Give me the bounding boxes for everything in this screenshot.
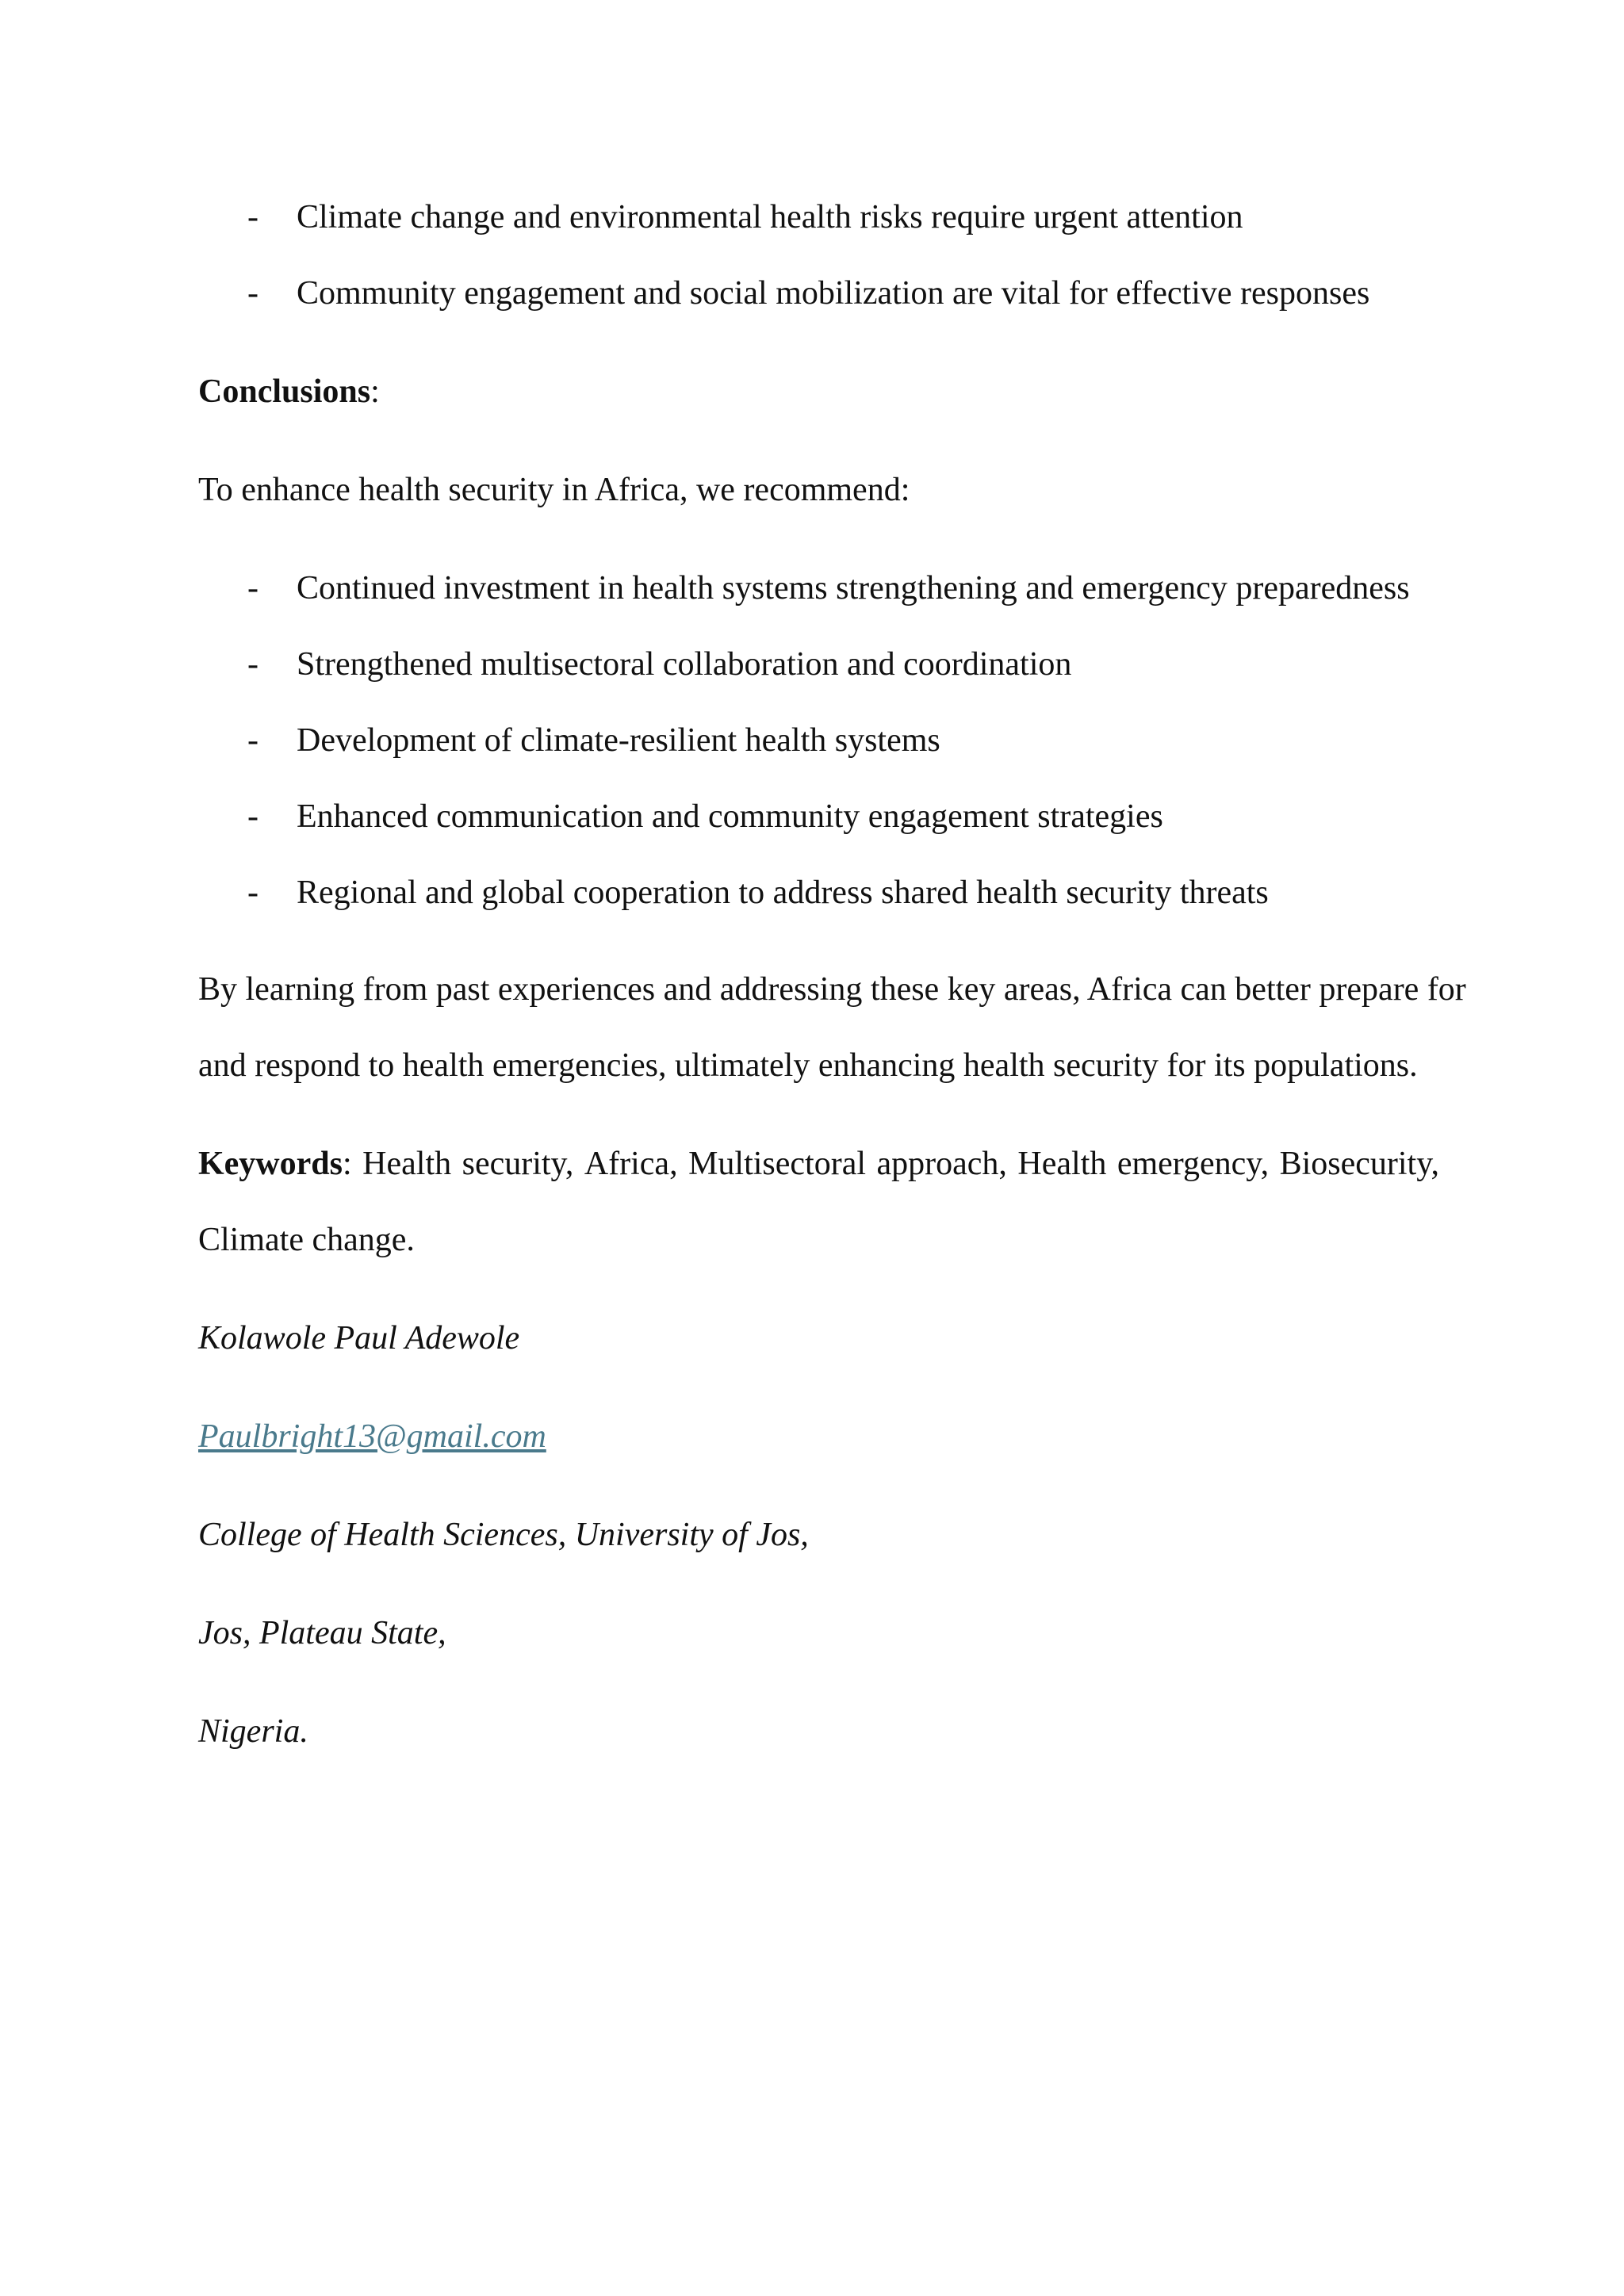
bullet-dash: - [247,646,259,683]
bullet-dash: - [247,275,259,312]
bullet-dash: - [247,874,259,911]
keyword-word: Biosecurity, [1279,1146,1439,1182]
keyword-word: Multisectoral [688,1146,867,1182]
keyword-word: emergency, [1116,1146,1270,1182]
author-affiliation: College of Health Sciences, University of Jos, [198,1517,809,1553]
keyword-word: Africa, [584,1146,678,1182]
author-name: Kolawole Paul Adewole [198,1320,520,1357]
bullet-text: Community engagement and social mobilization are vital for effective responses [297,275,1370,312]
conclusions-heading [198,371,380,412]
bullet-dash: - [247,199,259,235]
keyword-word: security, [462,1146,574,1182]
bullet-text: Regional and global cooperation to address shared health security threats [297,874,1269,911]
bullet-dash: - [247,570,259,607]
conclusions-heading-label: Conclusions [198,373,371,410]
conclusions-heading-colon: : [370,373,380,410]
author-city: Jos, Plateau State, [198,1615,446,1651]
bullet-text: Enhanced communication and community engagement strategies [297,798,1163,835]
bullet-text: Climate change and environmental health risks require urgent attention [297,199,1243,235]
bullet-text: Development of climate-resilient health systems [297,722,940,759]
closing-paragraph-line-1: By learning from past experiences and addressing these key areas, Africa can better prepare for [198,971,1466,1008]
bullet-dash: - [247,798,259,835]
keyword-word: Health [362,1146,452,1182]
keywords-label-group [198,1143,352,1184]
bullet-dash: - [247,722,259,759]
keywords-line-2: Climate change. [198,1222,415,1258]
keywords-line-1 [198,1143,1439,1184]
keywords-colon: : [343,1146,352,1182]
author-email-line [198,1416,546,1457]
conclusions-intro: To enhance health security in Africa, we recommend: [198,472,910,508]
bullet-text: Strengthened multisectoral collaboration and coordination [297,646,1072,683]
keyword-word: approach, [876,1146,1007,1182]
bullet-text: Continued investment in health systems strengthening and emergency preparedness [297,570,1410,607]
closing-paragraph-line-2: and respond to health emergencies, ultimately enhancing health security for its populations. [198,1047,1418,1084]
author-email-link[interactable]: Paulbright13@gmail.com [198,1418,546,1455]
keyword-word: Health [1017,1146,1107,1182]
keywords-label: Keywords [198,1146,343,1182]
author-country: Nigeria. [198,1713,308,1750]
